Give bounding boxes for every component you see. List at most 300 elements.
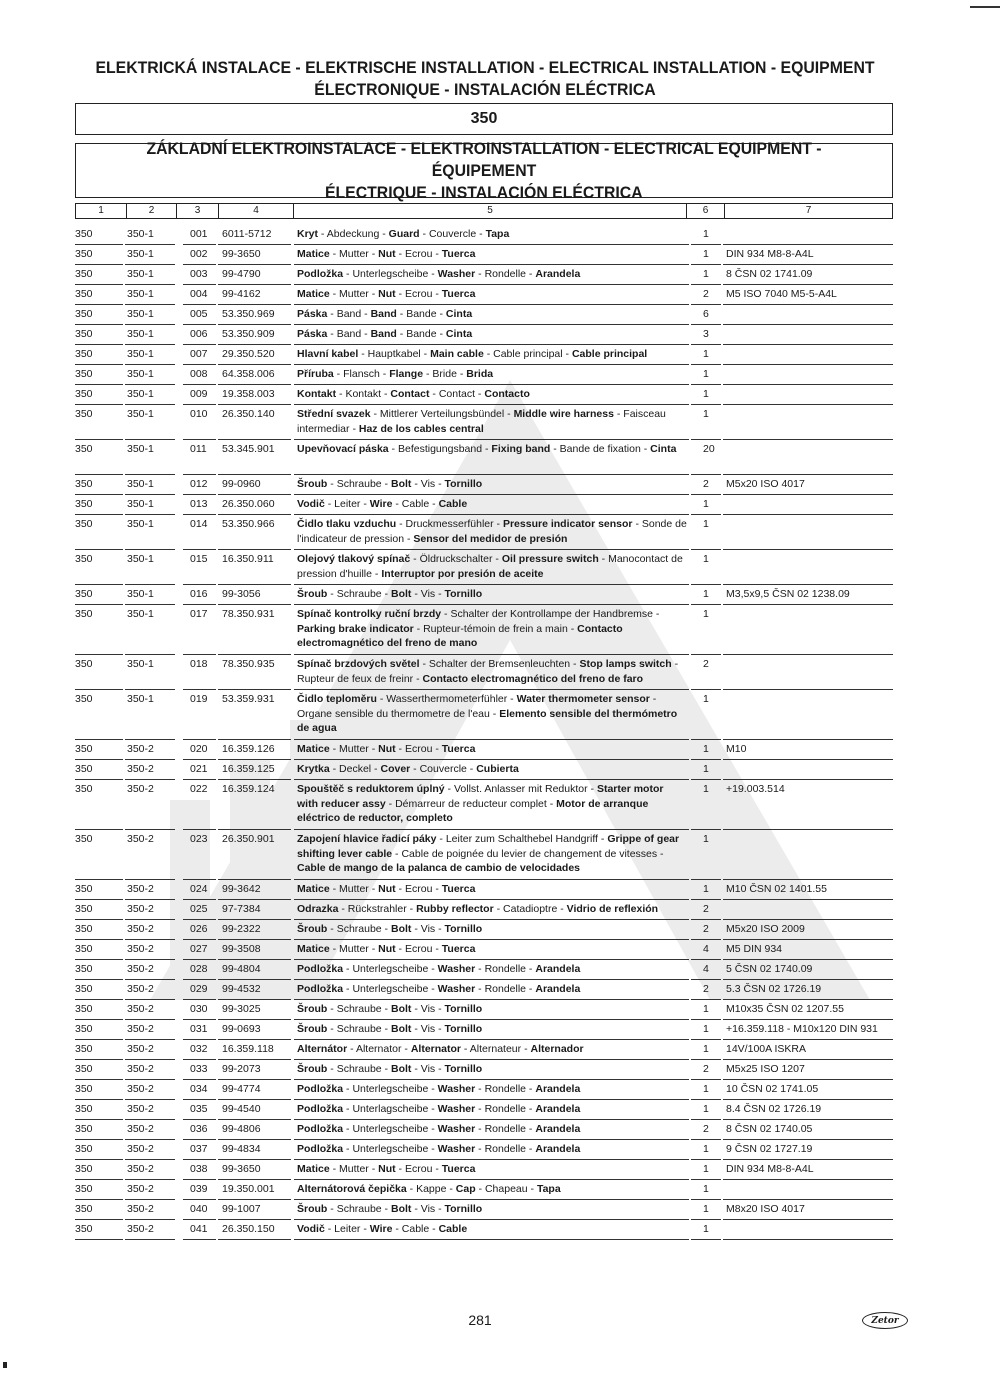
description-de: Unterlegscheibe <box>352 983 429 995</box>
description-fr: Rondelle <box>484 1123 527 1135</box>
col-quantity: 6 <box>703 308 709 320</box>
description-fr: Rondelle <box>484 983 527 995</box>
col-description: Podložka - Unterlegscheibe - Washer - Rondelle - Arandela <box>297 1143 581 1155</box>
col-group: 350 <box>75 763 93 775</box>
col-position: 041 <box>190 1223 208 1235</box>
col-quantity: 2 <box>703 288 709 300</box>
description-fr: Couvercle <box>419 763 467 775</box>
col-group: 350 <box>75 1163 93 1175</box>
col-group: 350 <box>75 498 93 510</box>
col-quantity: 1 <box>703 883 709 895</box>
col-quantity: 1 <box>703 743 709 755</box>
description-es: Arandela <box>535 1103 581 1115</box>
col-note: DIN 934 M8-8-A4L <box>726 248 814 260</box>
col-subgroup: 350-2 <box>127 1063 154 1075</box>
description-de: Flansch <box>343 368 380 380</box>
description-de: Alternator <box>355 1043 402 1055</box>
col-note: 5 ČSN 02 1740.09 <box>726 963 813 975</box>
description-es: Tornillo <box>444 588 483 600</box>
description-cs: Šroub <box>297 1203 328 1215</box>
col-position: 032 <box>190 1043 208 1055</box>
col-description: Spínač kontrolky ruční brzdy - Schalter der Kontrollampe der Handbremse - Parking brake indicator - Rupteur-témoin de frein a main - Contacto electromagnético del freno de mano <box>297 608 660 650</box>
description-cs: Matice <box>297 1163 330 1175</box>
col-position: 001 <box>190 228 208 240</box>
col-subgroup: 350-2 <box>127 1103 154 1115</box>
description-de: Schraube <box>336 1063 382 1075</box>
col-subgroup: 350-1 <box>127 248 154 260</box>
col-position: 033 <box>190 1063 208 1075</box>
col-description: Páska - Band - Band - Bande - Cinta <box>297 308 473 320</box>
table-row <box>75 365 895 385</box>
description-en: Washer <box>437 983 476 995</box>
col-group: 350 <box>75 328 93 340</box>
description-cs: Vodič <box>297 1223 325 1235</box>
description-en: Bolt <box>390 923 412 935</box>
description-en: Bolt <box>390 588 412 600</box>
description-cs: Matice <box>297 743 330 755</box>
col-subgroup: 350-2 <box>127 1023 154 1035</box>
table-row <box>75 960 895 980</box>
description-es: Cable de mango de la palanca de cambio de velocidades <box>297 862 581 875</box>
table-row <box>75 305 895 325</box>
col-description: Šroub - Schraube - Bolt - Vis - Tornillo <box>297 1203 483 1215</box>
row-underline <box>125 1239 175 1240</box>
col-subgroup: 350-1 <box>127 228 154 240</box>
col-group: 350 <box>75 923 93 935</box>
col-quantity: 1 <box>703 248 709 260</box>
col-part-number: 6011-5712 <box>222 228 272 240</box>
col-note: M5 DIN 934 <box>726 943 783 955</box>
description-de: Abdeckung <box>326 228 380 240</box>
col-quantity: 1 <box>703 1023 709 1035</box>
description-es: Cinta <box>445 328 473 340</box>
col-quantity: 1 <box>703 1043 709 1055</box>
col-description: Odrazka - Rückstrahler - Rubby reflector - Catadioptre - Vidrio de reflexión <box>297 903 659 915</box>
col-subgroup: 350-2 <box>127 743 154 755</box>
description-en: Cover <box>380 763 411 775</box>
description-es: Arandela <box>535 1123 581 1135</box>
description-de: Schraube <box>336 478 382 490</box>
description-de: Leiter <box>334 498 361 510</box>
column-header-row <box>75 203 893 219</box>
col-part-number: 26.350.901 <box>222 833 275 845</box>
col-part-number: 19.358.003 <box>222 388 275 400</box>
description-en: Washer <box>437 268 476 280</box>
column-header-5: 5 <box>293 204 686 218</box>
table-row <box>75 385 895 405</box>
col-group: 350 <box>75 553 93 565</box>
corner-mark <box>970 6 1000 8</box>
table-row <box>75 405 895 440</box>
description-fr: Manocontact de pression d'huille <box>297 553 683 580</box>
description-de: Leiter zum Schalthebel Handgriff <box>445 833 598 845</box>
description-es: Motor de arranque eléctrico de reductor, completo <box>297 797 649 825</box>
description-de: Schraube <box>336 923 382 935</box>
col-position: 014 <box>190 518 208 530</box>
description-es: Arandela <box>535 1083 581 1095</box>
col-part-number: 99-4540 <box>222 1103 261 1115</box>
col-position: 023 <box>190 833 208 845</box>
col-subgroup: 350-1 <box>127 308 154 320</box>
description-de: Leiter <box>334 1223 361 1235</box>
description-fr: Vis <box>420 1203 436 1215</box>
col-subgroup: 350-2 <box>127 1003 154 1015</box>
description-es: Tornillo <box>444 923 483 935</box>
col-group: 350 <box>75 943 93 955</box>
col-description: Čidlo teploměru - Wasserthermometerfühler - Water thermometer sensor - Organe sensible du thermometre de l'eau - Elemento sensible del thermómetro de agua <box>297 693 678 735</box>
description-es: Tuerca <box>441 883 476 895</box>
description-fr: Faisceau intermediar <box>297 408 666 435</box>
col-subgroup: 350-2 <box>127 1083 154 1095</box>
description-en: Main cable <box>430 348 484 360</box>
col-part-number: 99-3508 <box>222 943 261 955</box>
description-de: Mittlerer Verteilungsbündel <box>379 408 505 420</box>
description-en: Bolt <box>390 478 412 490</box>
description-en: Starter motor with reducer assy <box>297 783 664 810</box>
col-quantity: 1 <box>703 1003 709 1015</box>
table-row <box>75 740 895 760</box>
column-header-6: 6 <box>686 204 724 218</box>
col-quantity: 2 <box>703 983 709 995</box>
description-fr: Bande <box>406 328 437 340</box>
col-position: 002 <box>190 248 208 260</box>
description-es: Sensor del medidor de presión <box>413 532 568 545</box>
col-part-number: 99-3025 <box>222 1003 261 1015</box>
col-note: M5x20 ISO 4017 <box>726 478 805 490</box>
description-de: Unterlegscheibe <box>352 1083 429 1095</box>
table-row <box>75 245 895 265</box>
col-part-number: 99-4806 <box>222 1123 261 1135</box>
col-description: Krytka - Deckel - Cover - Couvercle - Cubierta <box>297 763 519 775</box>
col-subgroup: 350-1 <box>127 608 154 620</box>
table-row <box>75 475 895 495</box>
description-de: Kontakt <box>345 388 382 400</box>
col-quantity: 2 <box>703 903 709 915</box>
col-note: 10 ČSN 02 1741.05 <box>726 1083 819 1095</box>
description-en: Contact <box>390 388 430 400</box>
description-de: Band <box>336 308 362 320</box>
description-es: Elemento sensible del thermómetro de agua <box>297 707 678 735</box>
col-description: Vodič - Leiter - Wire - Cable - Cable <box>297 1223 468 1235</box>
col-part-number: 99-2322 <box>222 923 261 935</box>
col-description: Šroub - Schraube - Bolt - Vis - Tornillo <box>297 478 483 490</box>
page-number: 281 <box>468 1312 492 1328</box>
col-description: Matice - Mutter - Nut - Ecrou - Tuerca <box>297 883 476 895</box>
col-note: M10x35 ČSN 02 1207.55 <box>726 1003 844 1015</box>
description-de: Unterlagscheibe <box>352 1103 429 1115</box>
col-part-number: 99-4162 <box>222 288 261 300</box>
col-description: Vodič - Leiter - Wire - Cable - Cable <box>297 498 468 510</box>
description-cs: Alternátorová čepička <box>297 1183 407 1195</box>
col-description: Příruba - Flansch - Flange - Bride - Brida <box>297 368 494 380</box>
description-fr: Ecrou <box>404 883 433 895</box>
col-description: Podložka - Unterlegscheibe - Washer - Rondelle - Arandela <box>297 963 581 975</box>
description-en: Bolt <box>390 1063 412 1075</box>
col-group: 350 <box>75 408 93 420</box>
description-fr: Ecrou <box>404 943 433 955</box>
col-position: 012 <box>190 478 208 490</box>
col-subgroup: 350-1 <box>127 268 154 280</box>
description-es: Cubierta <box>476 763 519 775</box>
col-part-number: 29.350.520 <box>222 348 275 360</box>
table-row <box>75 1200 895 1220</box>
description-cs: Páska <box>297 328 328 340</box>
col-quantity: 1 <box>703 1143 709 1155</box>
col-description: Spínač brzdových světel - Schalter der Bremsenleuchten - Stop lamps switch - Rupteur de feux de freinr - Contacto electromagnético del freno de faro <box>297 658 679 685</box>
description-fr: Cable <box>401 498 430 510</box>
zetor-logo: Zetor <box>862 1312 908 1329</box>
description-cs: Podložka <box>297 1143 344 1155</box>
col-position: 031 <box>190 1023 208 1035</box>
col-group: 350 <box>75 288 93 300</box>
col-group: 350 <box>75 693 93 705</box>
table-row <box>75 265 895 285</box>
col-part-number: 99-4834 <box>222 1143 261 1155</box>
col-part-number: 99-0960 <box>222 478 261 490</box>
col-part-number: 26.350.140 <box>222 408 275 420</box>
col-description: Kryt - Abdeckung - Guard - Couvercle - Tapa <box>297 228 510 240</box>
col-part-number: 26.350.060 <box>222 498 275 510</box>
col-description: Olejový tlakový spínač - Öldruckschalter - Oil pressure switch - Manocontact de pression d'huille - Interruptor por presión de aceite <box>297 553 683 580</box>
col-group: 350 <box>75 743 93 755</box>
col-position: 003 <box>190 268 208 280</box>
description-de: Schalter der Kontrollampe der Handbremse <box>450 608 653 620</box>
col-position: 009 <box>190 388 208 400</box>
col-group: 350 <box>75 963 93 975</box>
description-en: Bolt <box>390 1003 412 1015</box>
column-header-3: 3 <box>176 204 218 218</box>
col-note: M8x20 ISO 4017 <box>726 1203 805 1215</box>
description-de: Hauptkabel <box>367 348 421 360</box>
description-de: Unterlegscheibe <box>352 963 429 975</box>
description-cs: Střední svazek <box>297 408 371 420</box>
description-fr: Cable <box>401 1223 430 1235</box>
description-cs: Zapojení hlavice řadicí páky <box>297 833 437 845</box>
table-row <box>75 515 895 550</box>
description-cs: Olejový tlakový spínač <box>297 553 411 565</box>
table-row <box>75 900 895 920</box>
col-part-number: 99-4790 <box>222 268 261 280</box>
col-description: Střední svazek - Mittlerer Verteilungsbündel - Middle wire harness - Faisceau intermediar - Haz de los cables central <box>297 408 666 435</box>
description-de: Schraube <box>336 1023 382 1035</box>
table-row <box>75 1160 895 1180</box>
description-fr: Ecrou <box>404 743 433 755</box>
description-de: Schraube <box>336 588 382 600</box>
document-title-line1: ELEKTRICKÁ INSTALACE - ELEKTRISCHE INSTALLATION - ELECTRICAL INSTALLATION - EQUIPMENT <box>95 58 875 77</box>
col-position: 018 <box>190 658 208 670</box>
description-fr: Alternateur <box>469 1043 522 1055</box>
col-quantity: 1 <box>703 588 709 600</box>
description-en: Band <box>370 308 397 320</box>
col-quantity: 2 <box>703 923 709 935</box>
description-en: Washer <box>437 1143 476 1155</box>
col-part-number: 99-3056 <box>222 588 261 600</box>
section-title-line1: ZÁKLADNÍ ELEKTROINSTALACE - ELEKTROINSTALLATION - ELECTRICAL EQUIPMENT - ÉQUIPEMENT <box>146 138 822 180</box>
col-part-number: 78.350.935 <box>222 658 275 670</box>
col-description: Alternátorová čepička - Kappe - Cap - Chapeau - Tapa <box>297 1183 561 1195</box>
col-group: 350 <box>75 903 93 915</box>
col-description: Hlavní kabel - Hauptkabel - Main cable - Cable principal - Cable principal <box>297 348 648 360</box>
description-en: Grippe of gear shifting lever cable <box>297 833 680 860</box>
col-description: Matice - Mutter - Nut - Ecrou - Tuerca <box>297 943 476 955</box>
col-subgroup: 350-1 <box>127 328 154 340</box>
table-row <box>75 1040 895 1060</box>
description-fr: Vis <box>420 1063 436 1075</box>
description-cs: Šroub <box>297 923 328 935</box>
col-part-number: 99-4774 <box>222 1083 261 1095</box>
table-row <box>75 325 895 345</box>
description-en: Washer <box>437 1123 476 1135</box>
col-position: 030 <box>190 1003 208 1015</box>
description-fr: Vis <box>420 1003 436 1015</box>
col-part-number: 99-4804 <box>222 963 261 975</box>
col-subgroup: 350-2 <box>127 1223 154 1235</box>
col-quantity: 1 <box>703 348 709 360</box>
col-quantity: 1 <box>703 388 709 400</box>
description-fr: Vis <box>420 588 436 600</box>
col-part-number: 53.350.909 <box>222 328 275 340</box>
description-es: Cable principal <box>571 348 648 360</box>
col-part-number: 78.350.931 <box>222 608 275 620</box>
description-fr: Vis <box>420 1023 436 1035</box>
col-position: 021 <box>190 763 208 775</box>
col-quantity: 20 <box>703 443 715 455</box>
col-subgroup: 350-1 <box>127 288 154 300</box>
description-de: Mutter <box>339 248 369 260</box>
description-es: Tuerca <box>441 743 476 755</box>
row-underline <box>218 1239 291 1240</box>
description-cs: Podložka <box>297 1103 344 1115</box>
scan-dot <box>3 1362 7 1368</box>
description-es: Contacto electromagnético del freno de mano <box>297 622 623 650</box>
row-underline <box>723 1239 893 1240</box>
table-row <box>75 1080 895 1100</box>
col-subgroup: 350-1 <box>127 408 154 420</box>
description-es: Arandela <box>535 963 581 975</box>
col-group: 350 <box>75 883 93 895</box>
col-quantity: 1 <box>703 763 709 775</box>
table-row <box>75 1000 895 1020</box>
description-es: Vidrio de reflexión <box>566 903 659 915</box>
description-cs: Matice <box>297 248 330 260</box>
description-en: Band <box>370 328 397 340</box>
col-description: Čidlo tlaku vzduchu - Druckmesserfühler - Pressure indicator sensor - Sonde de l'indicateur de pression - Sensor del medidor de presión <box>297 518 687 545</box>
parts-table <box>75 225 895 1240</box>
description-cs: Krytka <box>297 763 330 775</box>
description-de: Unterlegscheibe <box>352 1143 429 1155</box>
col-position: 029 <box>190 983 208 995</box>
col-subgroup: 350-2 <box>127 963 154 975</box>
col-group: 350 <box>75 608 93 620</box>
description-en: Nut <box>378 288 396 300</box>
col-quantity: 2 <box>703 478 709 490</box>
col-part-number: 53.359.931 <box>222 693 275 705</box>
col-part-number: 99-0693 <box>222 1023 261 1035</box>
col-group: 350 <box>75 1023 93 1035</box>
description-es: Cinta <box>650 443 677 455</box>
col-group: 350 <box>75 268 93 280</box>
description-es: Arandela <box>535 268 581 280</box>
col-position: 024 <box>190 883 208 895</box>
document-title <box>90 57 881 101</box>
description-cs: Matice <box>297 883 330 895</box>
col-quantity: 1 <box>703 1103 709 1115</box>
description-fr: Cable principal <box>493 348 563 360</box>
col-part-number: 64.358.006 <box>222 368 275 380</box>
table-row <box>75 1020 895 1040</box>
description-fr: Rondelle <box>484 1143 527 1155</box>
description-de: Schalter der Bremsenleuchten <box>428 658 571 670</box>
col-subgroup: 350-2 <box>127 1123 154 1135</box>
col-part-number: 16.350.911 <box>222 553 274 565</box>
table-row <box>75 585 895 605</box>
col-subgroup: 350-1 <box>127 348 154 360</box>
table-row <box>75 550 895 585</box>
row-underline <box>183 1239 216 1240</box>
description-cs: Hlavní kabel <box>297 348 359 360</box>
description-es: Cable <box>438 1223 468 1235</box>
description-en: Nut <box>378 883 396 895</box>
description-de: Mutter <box>339 743 369 755</box>
col-group: 350 <box>75 1103 93 1115</box>
description-de: Mutter <box>339 1163 369 1175</box>
col-subgroup: 350-1 <box>127 478 154 490</box>
description-cs: Podložka <box>297 983 344 995</box>
description-cs: Šroub <box>297 1003 328 1015</box>
column-header-1: 1 <box>98 205 104 216</box>
description-en: Wire <box>369 1223 393 1235</box>
description-es: Cable <box>438 498 468 510</box>
table-row <box>75 690 895 740</box>
description-en: Nut <box>378 1163 396 1175</box>
description-es: Tuerca <box>441 288 476 300</box>
col-part-number: 99-1007 <box>222 1203 261 1215</box>
description-en: Alternator <box>410 1043 462 1055</box>
description-es: Tornillo <box>444 478 483 490</box>
description-de: Befestigungsband <box>397 443 483 455</box>
col-group: 350 <box>75 1143 93 1155</box>
description-es: Contacto <box>484 388 530 400</box>
description-en: Fixing band <box>491 443 551 455</box>
col-description: Šroub - Schraube - Bolt - Vis - Tornillo <box>297 1023 483 1035</box>
description-en: Cap <box>455 1183 476 1195</box>
col-subgroup: 350-1 <box>127 388 154 400</box>
col-quantity: 1 <box>703 498 709 510</box>
col-part-number: 16.359.125 <box>222 763 275 775</box>
description-fr: Bride <box>432 368 457 380</box>
description-fr: Couvercle <box>428 228 477 240</box>
row-underline <box>691 1239 721 1240</box>
description-fr: Cable de poignée du levier de changement de vitesses <box>401 847 658 860</box>
col-description: Matice - Mutter - Nut - Ecrou - Tuerca <box>297 1163 476 1175</box>
col-position: 019 <box>190 693 208 705</box>
table-row <box>75 980 895 1000</box>
col-position: 028 <box>190 963 208 975</box>
description-es: Tornillo <box>444 1203 483 1215</box>
col-note: M5x25 ISO 1207 <box>726 1063 805 1075</box>
col-description: Podložka - Unterlegscheibe - Washer - Rondelle - Arandela <box>297 1123 581 1135</box>
table-row <box>75 760 895 780</box>
col-note: M5x20 ISO 2009 <box>726 923 805 935</box>
col-part-number: 99-4532 <box>222 983 261 995</box>
description-es: Tornillo <box>444 1023 483 1035</box>
col-group: 350 <box>75 1223 93 1235</box>
col-note: M3,5x9,5 ČSN 02 1238.09 <box>726 588 850 600</box>
col-quantity: 1 <box>703 833 709 845</box>
column-header-4: 4 <box>218 204 293 218</box>
description-es: Alternador <box>530 1043 584 1055</box>
document-title-line2: ÉLECTRONIQUE - INSTALACIÓN ELÉCTRICA <box>314 80 656 99</box>
